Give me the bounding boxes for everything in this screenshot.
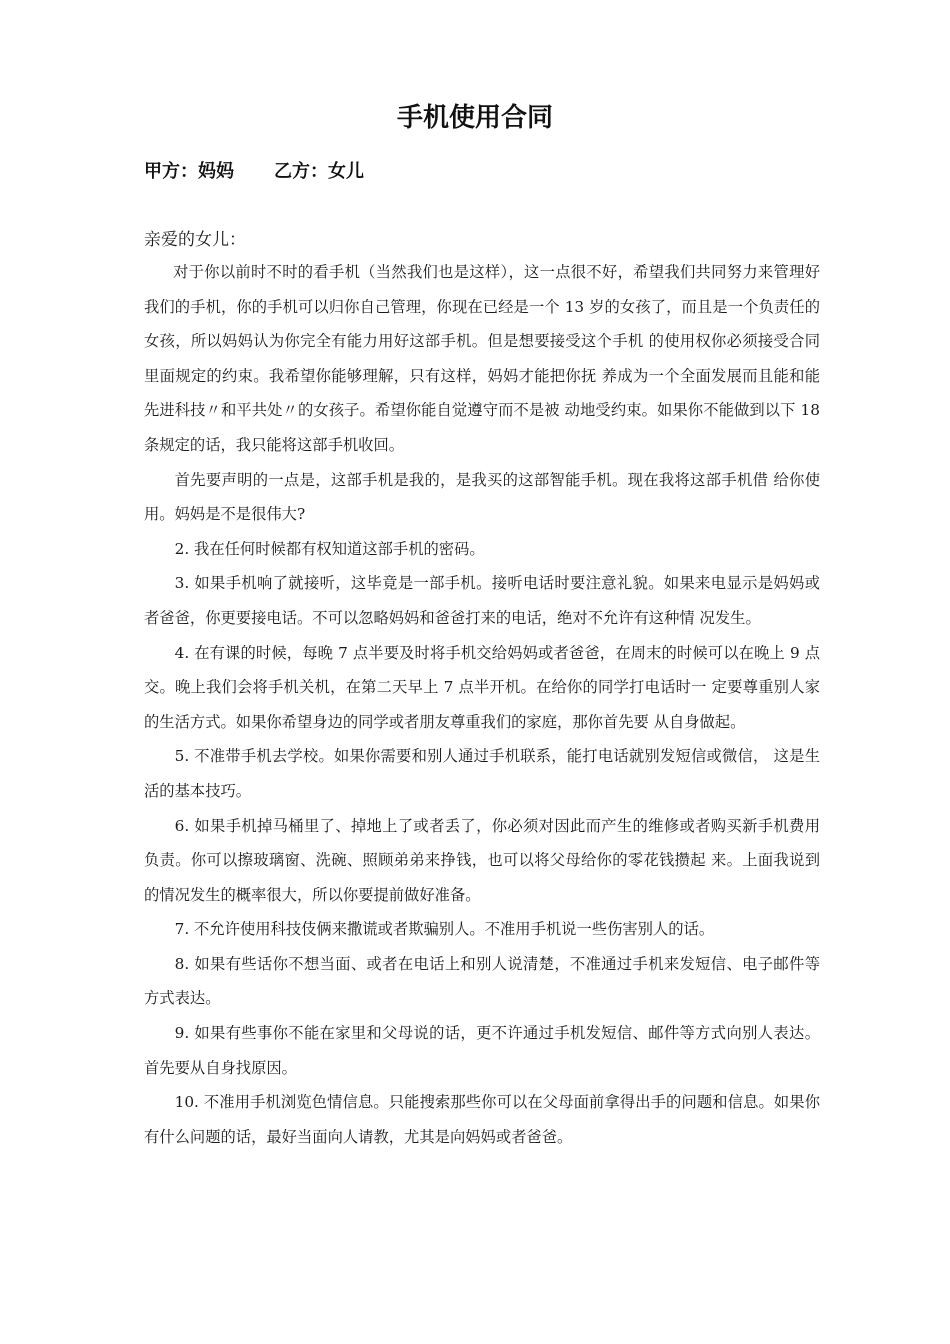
clause-7: 7. 不允许使用科技伎俩来撒谎或者欺骗别人。不准用手机说一些伤害别人的话。 bbox=[174, 920, 715, 939]
party-a: 甲方：妈妈 bbox=[144, 161, 234, 182]
document-title: 手机使用合同 bbox=[396, 103, 553, 133]
clause-4: 4. 在有课的时候，每晚 7 点半要及时将手机交给妈妈或者爸爸，在周末的时候可以在晚上 9 点交。晚上我们会将手机关机，在第二天早上 7 点半开机。在给你的同学打电话时一 定要尊重别人家的生活方式。如果你希望身边的同学或者朋友尊重我们的家庭，那你首先要 从自身做起。 bbox=[144, 643, 820, 731]
party-b: 乙方：女儿 bbox=[274, 161, 364, 182]
clause-9: 9. 如果有些事你不能在家里和父母说的话，更不许通过手机发短信、邮件等方式向别人表达。首先要从自身找原因。 bbox=[144, 1024, 820, 1077]
salutation: 亲爱的女儿： bbox=[144, 230, 246, 250]
clause-10: 10. 不准用手机浏览色情信息。只能搜索那些你可以在父母面前拿得出手的问题和信息。如果你有什么问题的话，最好当面向人请教，尤其是向妈妈或者爸爸。 bbox=[144, 1093, 820, 1146]
clause-2: 2. 我在任何时候都有权知道这部手机的密码。 bbox=[174, 539, 485, 558]
clause-5: 5. 不准带手机去学校。如果你需要和别人通过手机联系，能打电话就别发短信或微信， 这是生活的基本技巧。 bbox=[144, 747, 820, 800]
parties-line bbox=[144, 157, 364, 187]
intro-paragraph: 对于你以前时不时的看手机（当然我们也是这样），这一点很不好，希望我们共同努力来管理好我们的手机，你的手机可以归你自己管理，你现在已经是一个 13 岁的女孩了，而且是一个负责任的女孩，所以妈妈认为你完全有能力用好这部手机。但是想要接受这个手机 的使用权你必须接受合同里面规定的约束。我希望你能够理解，只有这样，妈妈才能把你抚 养成为一个全面发展而且能和能先进科技〃和平共处〃的女孩子。希望你能自觉遵守而不是被 动地受约束。如果你不能做到以下 18 条规定的话，我只能将这部手机收回。 bbox=[144, 263, 820, 454]
clause-6: 6. 如果手机掉马桶里了、掉地上了或者丢了，你必须对因此而产生的维修或者购买新手机费用负责。你可以擦玻璃窗、洗碗、照顾弟弟来挣钱，也可以将父母给你的零花钱攒起 来。上面我说到的情况发生的概率很大，所以你要提前做好准备。 bbox=[144, 816, 820, 904]
contract-body bbox=[144, 225, 820, 1154]
clause-8: 8. 如果有些话你不想当面、或者在电话上和别人说清楚，不准通过手机来发短信、电子邮件等方式表达。 bbox=[144, 954, 820, 1008]
clause-1: 首先要声明的一点是，这部手机是我的，是我买的这部智能手机。现在我将这部手机借 给你使用。妈妈是不是很伟大? bbox=[144, 470, 820, 524]
clause-3: 3. 如果手机响了就接听，这毕竟是一部手机。接听电话时要注意礼貌。如果来电显示是妈妈或者爸爸，你更要接电话。不可以忽略妈妈和爸爸打来的电话，绝对不允许有这种情 况发生。 bbox=[144, 574, 820, 627]
